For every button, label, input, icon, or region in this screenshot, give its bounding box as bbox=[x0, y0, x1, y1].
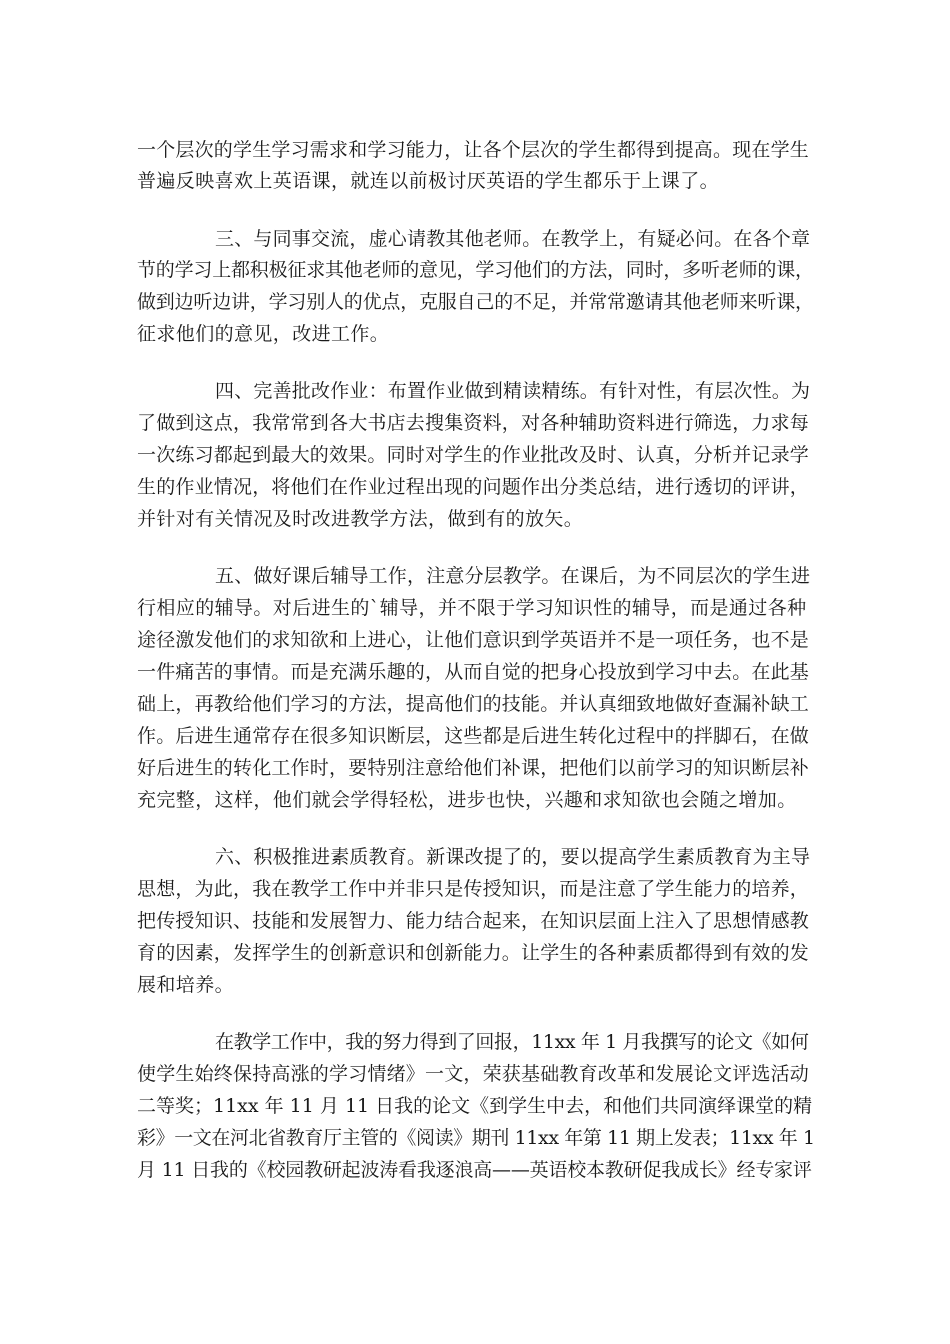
paragraph-start-line: 五、做好课后辅导工作，注意分层教学。在课后，为不同层次的学生进 bbox=[215, 565, 811, 587]
text-line: 好后进生的转化工作时，要特别注意给他们补课，把他们以前学习的知识断层补 bbox=[137, 757, 810, 779]
text-line: 展和培养。 bbox=[137, 974, 235, 996]
paragraph-start-line: 六、积极推进素质教育。新课改提了的，要以提高学生素质教育为主导 bbox=[215, 846, 811, 868]
text-line: 二等奖；11xx 年 11 月 11 日我的论文《到学生中去，和他们共同演绎课堂的精 bbox=[137, 1095, 813, 1117]
text-line: 了做到这点，我常常到各大书店去搜集资料，对各种辅助资料进行筛选，力求每 bbox=[137, 412, 810, 434]
paragraph-start-line: 三、与同事交流，虚心请教其他老师。在教学上，有疑必问。在各个章 bbox=[215, 228, 811, 250]
text-line: 作。后进生通常存在很多知识断层，这些都是后进生转化过程中的拌脚石，在做 bbox=[137, 725, 810, 747]
text-line: 一件痛苦的事情。而是充满乐趣的，从而自觉的把身心投放到学习中去。在此基 bbox=[137, 661, 810, 683]
text-line: 节的学习上都积极征求其他老师的意见，学习他们的方法，同时，多听老师的课， bbox=[137, 259, 814, 281]
text-line: 一次练习都起到最大的效果。同时对学生的作业批改及时、认真，分析并记录学 bbox=[137, 444, 810, 466]
text-line: 充完整，这样，他们就会学得轻松，进步也快，兴趣和求知欲也会随之增加。 bbox=[137, 789, 797, 811]
text-line: 思想，为此，我在教学工作中并非只是传授知识，而是注意了学生能力的培养， bbox=[137, 878, 810, 900]
text-line: 生的作业情况，将他们在作业过程出现的问题作出分类总结，进行透切的评讲， bbox=[137, 476, 810, 498]
text-line: 征求他们的意见，改进工作。 bbox=[137, 323, 390, 345]
text-line: 育的因素，发挥学生的创新意识和创新能力。让学生的各种素质都得到有效的发 bbox=[137, 942, 810, 964]
paragraph-start-line: 在教学工作中，我的努力得到了回报，11xx 年 1 月我撰写的论文《如何 bbox=[215, 1031, 809, 1053]
text-line: 普遍反映喜欢上英语课，就连以前极讨厌英语的学生都乐于上课了。 bbox=[137, 170, 720, 192]
text-line: 途径激发他们的求知欲和上进心，让他们意识到学英语并不是一项任务，也不是 bbox=[137, 629, 810, 651]
text-line: 并针对有关情况及时改进教学方法，做到有的放矢。 bbox=[137, 508, 584, 530]
paragraph-start-line: 四、完善批改作业：布置作业做到精读精练。有针对性，有层次性。为 bbox=[215, 380, 811, 402]
text-line: 月 11 日我的《校园教研起波涛看我逐浪高——英语校本教研促我成长》经专家评 bbox=[137, 1159, 812, 1181]
text-line: 一个层次的学生学习需求和学习能力，让各个层次的学生都得到提高。现在学生 bbox=[137, 139, 810, 161]
text-line: 把传授知识、技能和发展智力、能力结合起来，在知识层面上注入了思想情感教 bbox=[137, 910, 810, 932]
text-line: 础上，再教给他们学习的方法，提高他们的技能。并认真细致地做好查漏补缺工 bbox=[137, 693, 810, 715]
text-line: 做到边听边讲，学习别人的优点，克服自己的不足，并常常邀请其他老师来听课， bbox=[137, 291, 814, 313]
text-line: 使学生始终保持高涨的学习情绪》一文，荣获基础教育改革和发展论文评选活动 bbox=[137, 1063, 810, 1085]
text-line: 行相应的辅导。对后进生的`辅导，并不限于学习知识性的辅导，而是通过各种 bbox=[137, 597, 807, 619]
text-line: 彩》一文在河北省教育厅主管的《阅读》期刊 11xx 年第 11 期上发表；11xx 年 1 bbox=[137, 1127, 815, 1149]
